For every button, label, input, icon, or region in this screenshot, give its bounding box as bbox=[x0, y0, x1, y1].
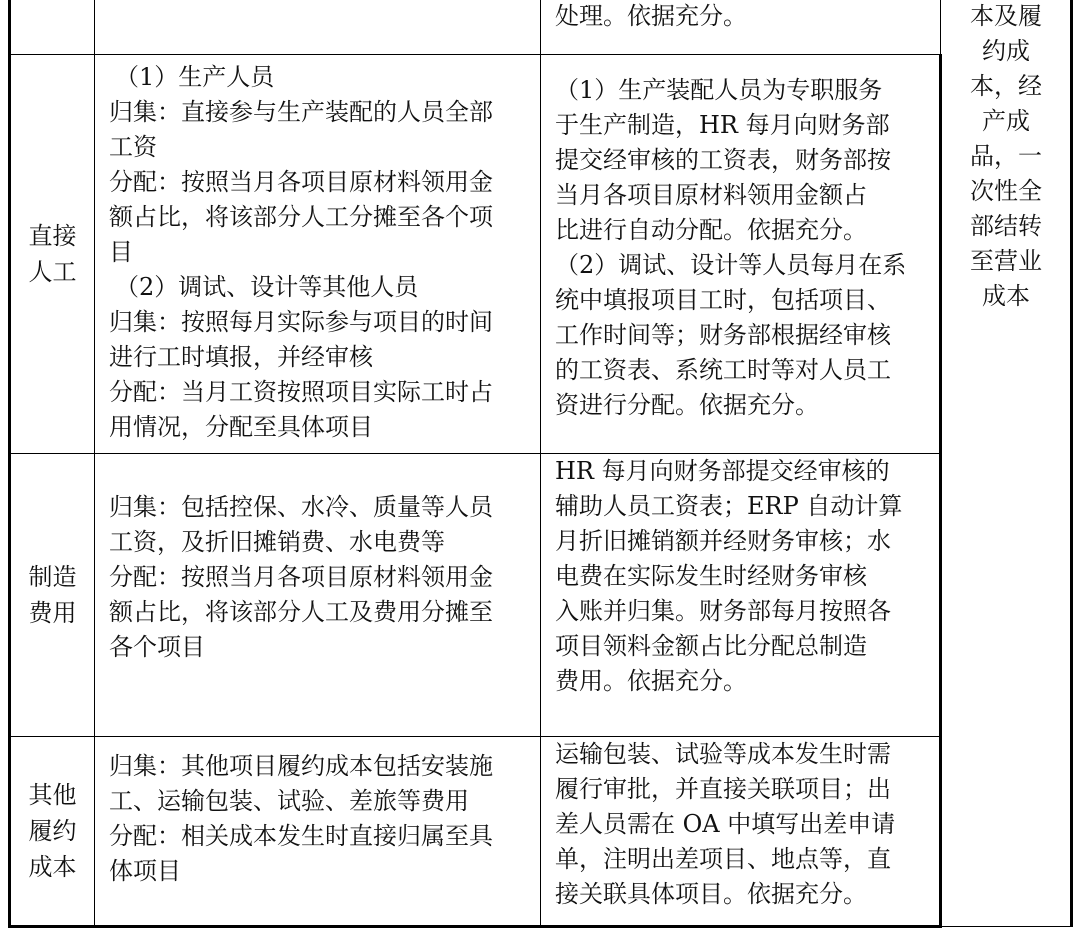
basis-line: （2）调试、设计等人员每月在系 bbox=[555, 251, 907, 279]
basis-cell bbox=[541, 737, 941, 927]
method-line: 目 bbox=[109, 238, 133, 266]
basis-line: 的工资表、系统工时等对人员工 bbox=[555, 356, 891, 384]
basis-line: 比进行自动分配。依据充分。 bbox=[555, 216, 867, 244]
basis-line: 运输包装、试验等成本发生时需 bbox=[555, 740, 891, 768]
table-row bbox=[10, 0, 1072, 55]
basis-line: 提交经审核的工资表，财务部按 bbox=[555, 146, 891, 174]
treatment-line: 部结转 bbox=[970, 212, 1042, 240]
treatment-line: 次性全 bbox=[970, 177, 1042, 205]
basis-line: 辅助人员工资表；ERP 自动计算 bbox=[555, 492, 903, 520]
method-line: 分配：相关成本发生时直接归属至具 bbox=[109, 822, 493, 850]
category-label: 制造费用 bbox=[28, 563, 77, 627]
method-cell bbox=[95, 55, 541, 454]
method-line: 分配：当月工资按照项目实际工时占 bbox=[109, 378, 493, 406]
method-line: 归集：其他项目履约成本包括安装施 bbox=[109, 752, 493, 780]
basis-line: 月折旧摊销额并经财务审核；水 bbox=[555, 527, 891, 555]
basis-cell bbox=[541, 454, 941, 737]
method-line: 工资，及折旧摊销费、水电费等 bbox=[109, 528, 445, 556]
method-line: 用情况，分配至具体项目 bbox=[109, 413, 373, 441]
method-cell bbox=[95, 454, 541, 737]
method-cell bbox=[95, 0, 541, 55]
basis-line: 单，注明出差项目、地点等，直 bbox=[555, 845, 891, 873]
basis-line: 差人员需在 OA 中填写出差申请 bbox=[555, 810, 896, 838]
treatment-line: 至营业 bbox=[970, 247, 1042, 275]
method-line: 归集：包括控保、水冷、质量等人员 bbox=[109, 493, 493, 521]
method-line: 工、运输包装、试验、差旅等费用 bbox=[109, 787, 469, 815]
method-line: 归集：直接参与生产装配的人员全部 bbox=[109, 98, 493, 126]
basis-line: 入账并归集。财务部每月按照各 bbox=[555, 597, 891, 625]
category-cell bbox=[10, 737, 95, 927]
basis-line: 接关联具体项目。依据充分。 bbox=[555, 880, 867, 908]
treatment-line: 成本 bbox=[982, 282, 1030, 310]
category-cell bbox=[10, 454, 95, 737]
basis-line: 统中填报项目工时，包括项目、 bbox=[555, 286, 891, 314]
treatment-line: 本，经 bbox=[970, 72, 1042, 100]
method-line: 归集：按照每月实际参与项目的时间 bbox=[109, 308, 493, 336]
treatment-line: 品，一 bbox=[970, 142, 1042, 170]
treatment-line: 本及履 bbox=[970, 2, 1042, 30]
category-cell bbox=[10, 55, 95, 454]
basis-line: 履行审批，并直接关联项目；出 bbox=[555, 775, 891, 803]
basis-line: （1）生产装配人员为专职服务 bbox=[555, 76, 883, 104]
method-line: （1）生产人员 bbox=[115, 63, 275, 91]
basis-cell bbox=[541, 55, 941, 454]
basis-line: 资进行分配。依据充分。 bbox=[555, 391, 819, 419]
basis-line: 费用。依据充分。 bbox=[555, 667, 747, 695]
treatment-cell bbox=[941, 0, 1072, 927]
method-line: 工资 bbox=[109, 133, 157, 161]
category-cell bbox=[10, 0, 95, 55]
basis-cell bbox=[541, 0, 941, 55]
table-row bbox=[10, 737, 1072, 927]
cost-allocation-table bbox=[8, 0, 1073, 928]
method-line: 体项目 bbox=[109, 857, 181, 885]
method-line: 分配：按照当月各项目原材料领用金 bbox=[109, 563, 493, 591]
basis-line: 于生产制造，HR 每月向财务部 bbox=[555, 111, 890, 139]
basis-line: 电费在实际发生时经财务审核 bbox=[555, 562, 867, 590]
method-line: 各个项目 bbox=[109, 633, 205, 661]
basis-line: 处理。依据充分。 bbox=[555, 2, 747, 30]
table-row bbox=[10, 55, 1072, 454]
category-label: 其他履约成本 bbox=[28, 781, 77, 881]
method-line: 进行工时填报，并经审核 bbox=[109, 343, 373, 371]
basis-line: 工作时间等；财务部根据经审核 bbox=[555, 321, 891, 349]
method-line: 额占比，将该部分人工及费用分摊至 bbox=[109, 598, 493, 626]
treatment-line: 产成 bbox=[982, 107, 1030, 135]
method-cell bbox=[95, 737, 541, 927]
method-line: 分配：按照当月各项目原材料领用金 bbox=[109, 168, 493, 196]
category-label: 直接人工 bbox=[28, 222, 77, 286]
method-line: （2）调试、设计等其他人员 bbox=[115, 273, 419, 301]
basis-line: 当月各项目原材料领用金额占 bbox=[555, 181, 867, 209]
table-row bbox=[10, 454, 1072, 737]
basis-line: 项目领料金额占比分配总制造 bbox=[555, 632, 867, 660]
treatment-line: 约成 bbox=[982, 37, 1030, 65]
method-line: 额占比，将该部分人工分摊至各个项 bbox=[109, 203, 493, 231]
basis-line: HR 每月向财务部提交经审核的 bbox=[555, 457, 890, 485]
